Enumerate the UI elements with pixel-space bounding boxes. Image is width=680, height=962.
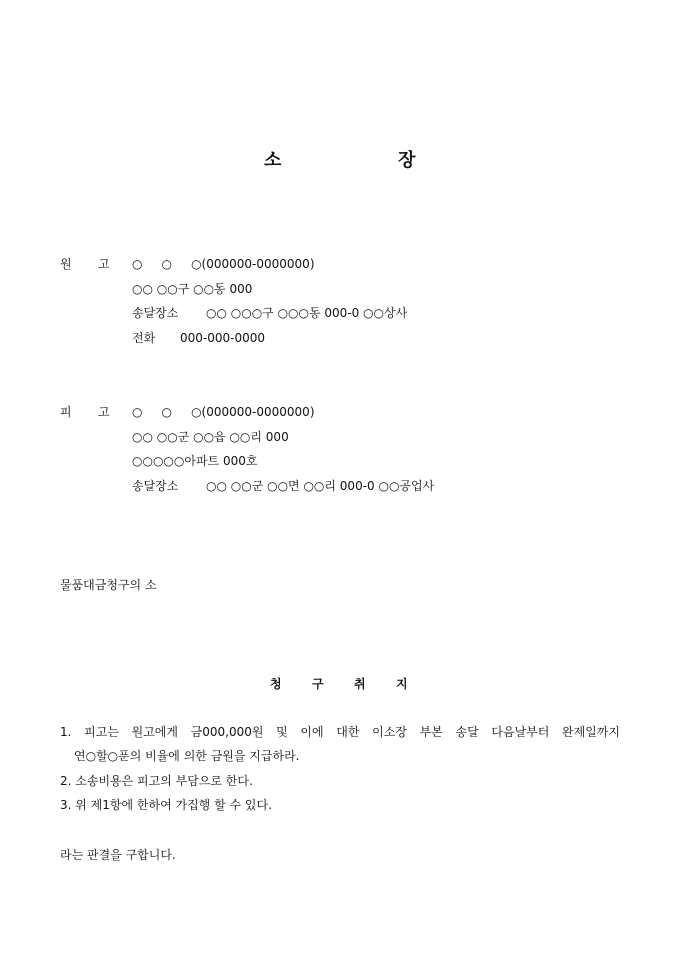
defendant-role-char2: 고 [98,405,110,419]
claim-heading-char-2: 구 [312,677,324,691]
claim-heading-char-1: 청 [270,677,282,691]
claim-item-1-continued: 연○할○푼의 비율에 의한 금원을 지급하라. [74,749,300,763]
claim-item-2: 2. 소송비용은 피고의 부담으로 한다. [60,774,253,788]
defendant-name: ○ ○ ○(000000-0000000) [132,405,315,419]
defendant-address-1: ○○ ○○군 ○○읍 ○○리 000 [132,430,289,444]
claim-heading-char-3: 취 [354,677,366,691]
plaintiff-role-char1: 원 [60,257,72,271]
claim-item-1: 1. 피고는 원고에게 금000,000원 및 이에 대한 이소장 부본 송달 다음날부터 완제일까지 [60,725,620,739]
defendant-address-2: ○○○○○아파트 000호 [132,454,258,468]
closing-sentence: 라는 판결을 구합니다. [60,848,176,862]
plaintiff-delivery-address: ○○ ○○○구 ○○○동 000-0 ○○상사 [206,306,408,320]
title-char-so: 소 [264,150,282,171]
case-name: 물품대금청구의 소 [60,578,157,592]
claim-item-3: 3. 위 제1항에 한하여 가집행 할 수 있다. [60,798,272,812]
plaintiff-phone-label: 전화 [132,331,156,345]
plaintiff-role-char2: 고 [98,257,110,271]
plaintiff-delivery-label: 송달장소 [132,306,179,320]
plaintiff-name: ○ ○ ○(000000-0000000) [132,257,315,271]
claim-heading-char-4: 지 [396,677,408,691]
defendant-delivery-address: ○○ ○○군 ○○면 ○○리 000-0 ○○공업사 [206,479,435,493]
title-char-jang: 장 [398,150,416,171]
plaintiff-address: ○○ ○○구 ○○동 000 [132,282,253,296]
plaintiff-phone: 000-000-0000 [180,331,266,345]
defendant-delivery-label: 송달장소 [132,479,179,493]
defendant-role-char1: 피 [60,405,72,419]
